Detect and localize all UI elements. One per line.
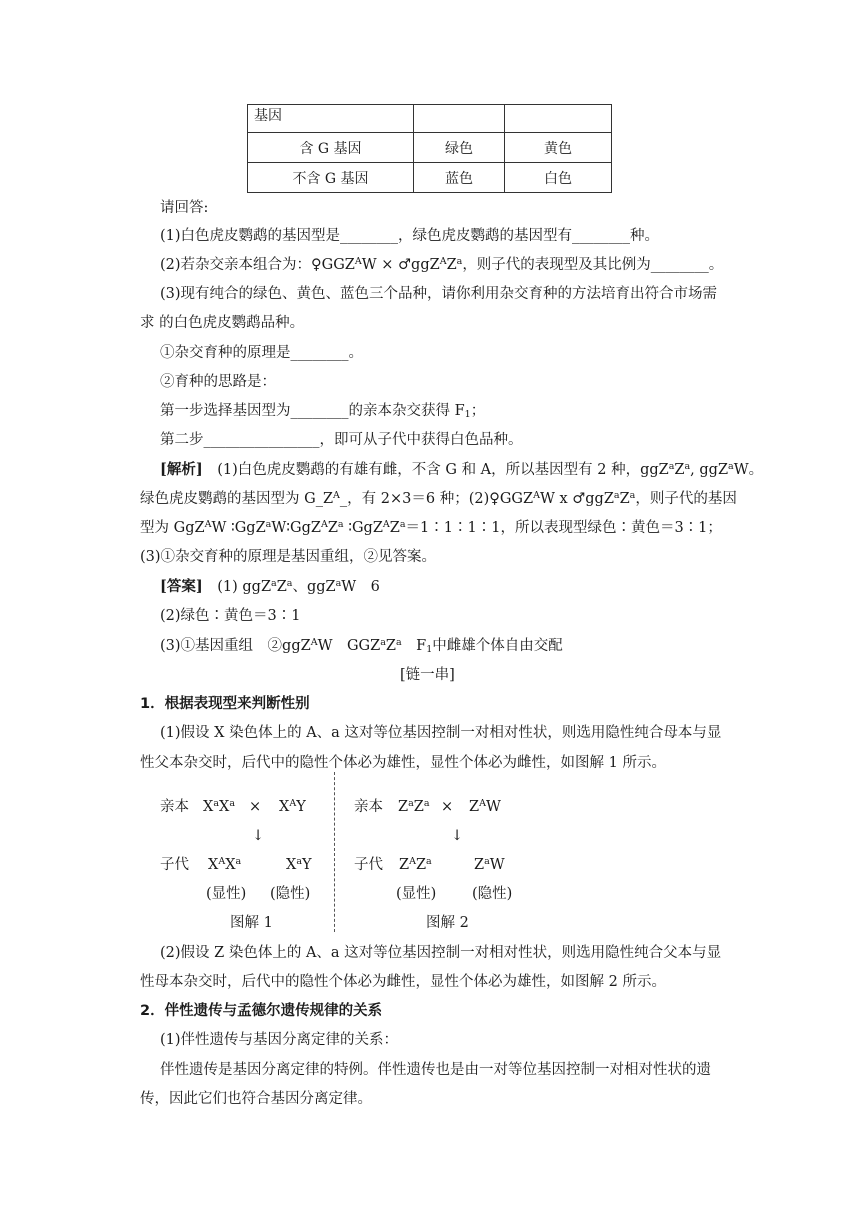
gene-color-table <box>247 104 612 193</box>
parent-male: $X^AY$ <box>279 798 306 815</box>
parent-label: 亲本 <box>160 799 189 815</box>
question-3-line1: (3)现有纯合的绿色、黄色、蓝色三个品种，请你利用杂交育种的方法培育出符合市场需 <box>160 286 718 302</box>
caption-1: 图解 1 <box>230 915 273 931</box>
recessive-label: (隐性) <box>270 886 311 902</box>
recessive-label: (隐性) <box>472 886 513 902</box>
table-row: 不含 G 基因 蓝色 白色 <box>248 163 612 193</box>
caption-2: 图解 2 <box>426 915 469 931</box>
question-prompt: 请回答: <box>160 200 209 216</box>
dominant-label: (显性) <box>206 886 247 902</box>
para-2-line1: (2)假设 Z 染色体上的 A、a 这对等位基因控制一对相对性状，则选用隐性纯合父本与显 <box>160 945 722 961</box>
child-male: $X^aY$ <box>286 856 312 873</box>
heading-1: 1．根据表现型来判断性别 <box>140 696 310 712</box>
question-2: (2)若杂交亲本组合为：$♀GGZ^AW$ × $♂ggZ^AZ^a$，则子代的表现型及其比例为________。 <box>160 256 724 273</box>
parent-label: 亲本 <box>354 799 383 815</box>
analysis-line2: 绿色虎皮鹦鹉的基因型为 $G\_Z^A\_$，有 2×3＝6 种；$(2)♀GGZ^AW$ x $♂ggZ^aZ^a$，则子代的基因 <box>140 490 737 507</box>
answer-line2: (2)绿色∶黄色＝3∶1 <box>160 608 301 624</box>
para-3: (1)伴性遗传与基因分离定律的关系： <box>160 1032 399 1048</box>
para-2-line2: 性母本杂交时，后代中的隐性个体必为雌性，显性个体必为雄性，如图解 2 所示。 <box>140 974 666 990</box>
table-header: 基因 <box>248 105 414 133</box>
child-label: 子代 <box>354 857 383 873</box>
answer-line3: (3)①基因重组 ②ggZ$^A$W $GGZ^aZ^a$ $F_1$中雌雄个体自由交配 <box>160 637 563 655</box>
answer-line1: [答案] (1) $ggZ^aZ^a$、ggZ$^a$W 6 <box>160 578 380 595</box>
question-3-sub1: ①杂交育种的原理是________。 <box>160 345 363 361</box>
table-row: 含 G 基因 绿色 黄色 <box>248 133 612 163</box>
parent-female: $Z^AW$ <box>469 798 501 815</box>
diagram-divider <box>334 772 335 932</box>
para-1-line2: 性父本杂交时，后代中的隐性个体必为雄性，显性个体必为雌性，如图解 1 所示。 <box>140 755 666 771</box>
parent-female: $X^aX^a$ <box>203 798 235 815</box>
analysis-line3: 型为 GgZ$^A$W $∶GgZ^aW∶GgZ^AZ^a$ $∶GgZ^AZ^a=1∶1∶1∶1$，所以表现型绿色∶黄色＝3∶1； <box>140 519 722 536</box>
analysis-line1: [解析] (1)白色虎皮鹦鹉的有雄有雌，不含 G 和 A，所以基因型有 2 种，$ggZ^aZ^a$, ggZ$^a$W。 <box>160 461 764 478</box>
parent-male: $Z^aZ^a$ <box>398 798 430 815</box>
child-label: 子代 <box>160 857 189 873</box>
question-1: (1)白色虎皮鹦鹉的基因型是________，绿色虎皮鹦鹉的基因型有________种。 <box>160 228 660 244</box>
question-3-sub2: ②育种的思路是： <box>160 374 276 390</box>
analysis-line4: (3)①杂交育种的原理是基因重组，②见答案。 <box>140 549 437 565</box>
child-female: $Z^aW$ <box>474 856 505 873</box>
para-4-line1: 伴性遗传是基因分离定律的特例。伴性遗传也是由一对等位基因控制一对相对性状的遗 <box>160 1062 711 1078</box>
step-1: 第一步选择基因型为________的亲本杂交获得 $F_1$； <box>160 403 486 420</box>
cross-symbol: × <box>441 799 454 815</box>
step-2: 第二步________________，即可从子代中获得白色品种。 <box>160 432 523 448</box>
heading-2: 2．伴性遗传与孟德尔遗传规律的关系 <box>140 1003 383 1019</box>
para-1-line1: (1)假设 X 染色体上的 A、a 这对等位基因控制一对相对性状，则选用隐性纯合母本与显 <box>160 725 722 741</box>
down-arrow: ↓ <box>451 828 464 844</box>
cross-symbol: × <box>249 799 262 815</box>
question-3-line2: 求 的白色虎皮鹦鹉品种。 <box>140 315 305 331</box>
dominant-label: (显性) <box>396 886 437 902</box>
para-4-line2: 传，因此它们也符合基因分离定律。 <box>140 1091 372 1107</box>
child-male: $Z^AZ^a$ <box>399 856 432 873</box>
child-female: $X^AX^a$ <box>208 856 242 873</box>
section-title: [链一串] <box>400 667 455 683</box>
down-arrow: ↓ <box>252 828 265 844</box>
